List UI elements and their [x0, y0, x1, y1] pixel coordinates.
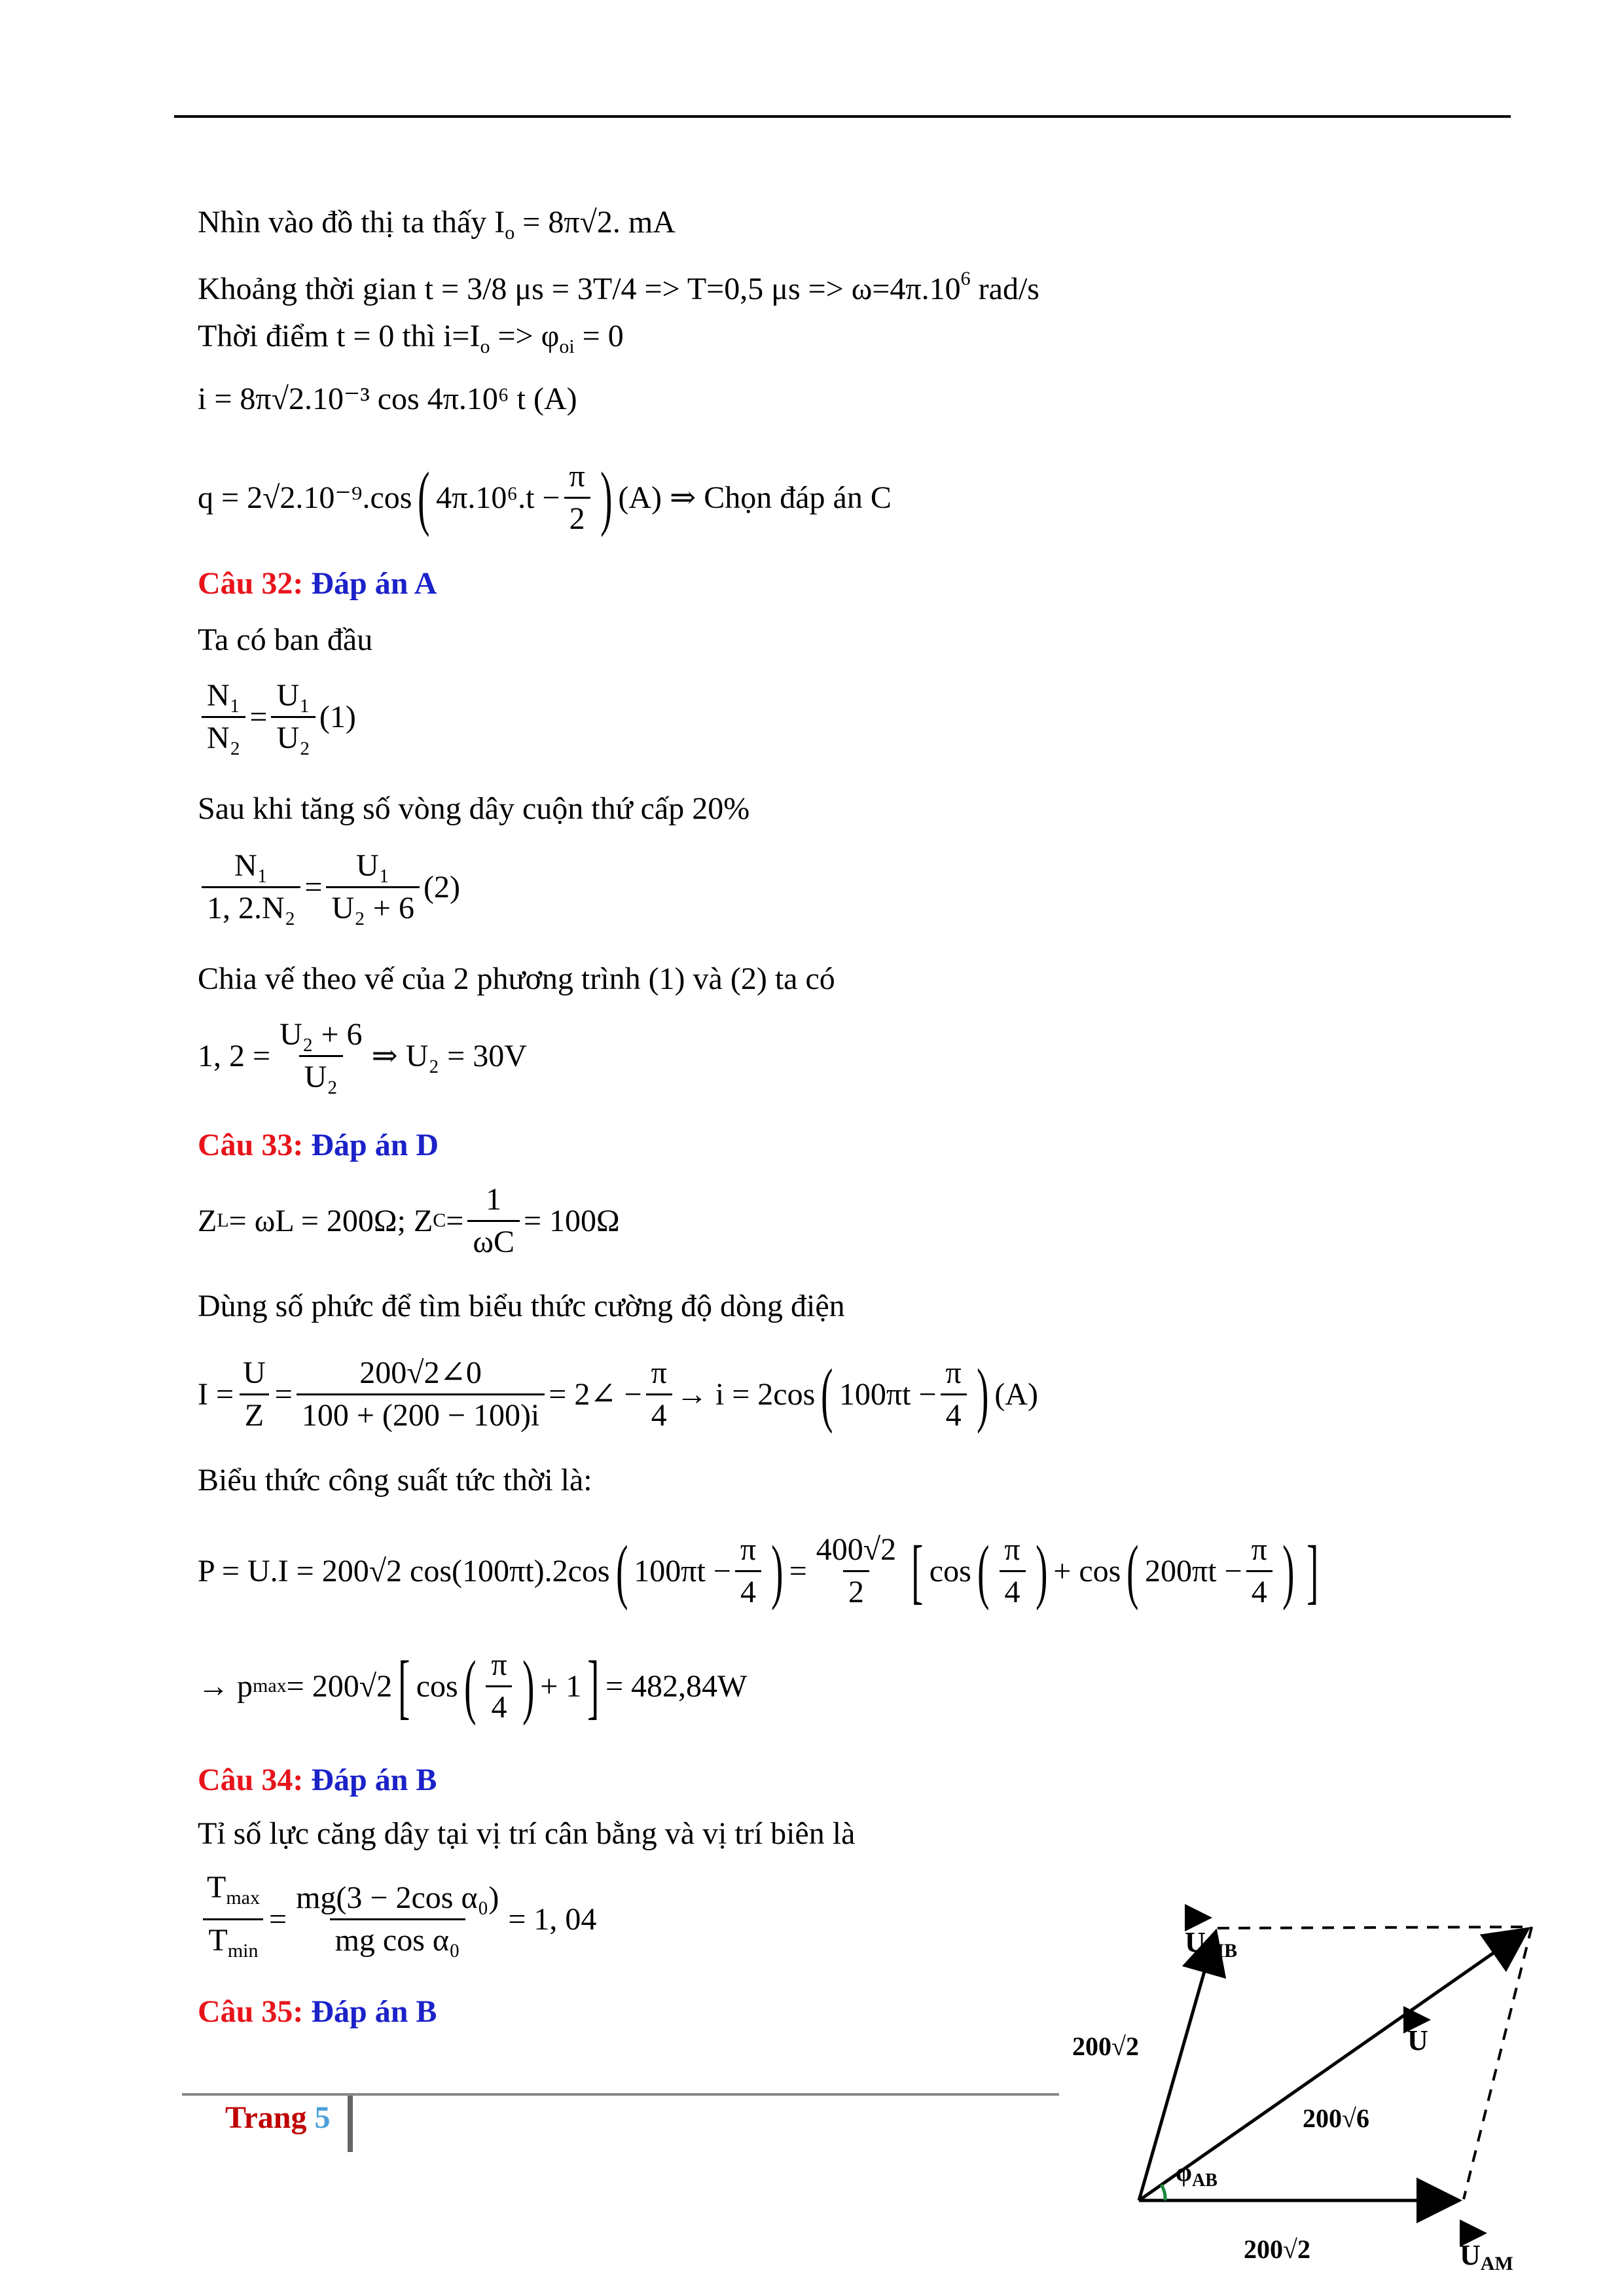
svg-text:UAM: UAM	[1460, 2239, 1513, 2274]
q32-equation-1: $\frac{\text{N₁}}{\text{N₂}}$ = $\frac{\text{U₁}}{\text{U₂}}$ (1)	[198, 674, 356, 759]
q32-text-divide: Chia vế theo vế của 2 phương trình (1) và (2) ta có	[198, 961, 835, 996]
equation-current: i = 8π√2.10⁻³ cos 4π.10⁶ t (A)	[198, 382, 577, 416]
dashed-top-edge	[1218, 1927, 1532, 1928]
question-33-heading: Câu 33: Đáp án D	[198, 1128, 439, 1162]
q32-equation-3: 1, 2 = $\frac{\text{U₂ + 6}}{\text{U₂}}$ ⇒ U₂ = 30V	[198, 1016, 527, 1094]
question-34-heading: Câu 34: Đáp án B	[198, 1763, 437, 1797]
header-rule	[174, 115, 1511, 118]
question-35-heading: Câu 35: Đáp án B	[198, 1994, 437, 2029]
text-line-i0: Nhìn vào đồ thị ta thấy $I_o = 8\pi√2$. mA	[198, 205, 676, 243]
phasor-diagram	[1047, 1898, 1545, 2291]
q34-text-tension: Tỉ số lực căng dây tại vị trí cân bằng và vị trí biên là	[198, 1816, 856, 1851]
footer-bar	[348, 2096, 353, 2152]
label-phi-ab: $\varphi_{AB}$	[1176, 2157, 1218, 2191]
q32-text-initial: Ta có ban đầu	[198, 622, 373, 657]
q33-text-complex: Dùng số phức để tìm biểu thức cường độ dòng điện	[198, 1289, 845, 1323]
page-footer: Trang 5	[225, 2100, 331, 2135]
q32-equation-2: $\frac{\text{N₁}}{\text{1, 2.N₂}}$ = $\frac{\text{U₁}}{\text{U₂ + 6}}$ (2)	[198, 844, 460, 929]
svg-text:U: U	[1407, 2024, 1428, 2056]
question-32-heading: Câu 32: Đáp án A	[198, 566, 437, 601]
q34-equation-tension: $\frac{T_{max}}{T_{min}}$ = $\frac{\text{mg(3 − 2cos α₀)}}{\text{mg cos α₀}}$ = 1, 04	[198, 1873, 596, 1965]
angle-arc	[1161, 2185, 1165, 2200]
label-u-am	[1460, 2233, 1513, 2274]
label-side-mb: 200√2	[1072, 2032, 1139, 2061]
q33-equation-power: P = U.I = 200√2 cos(100πt).2cos ( 100πt − $\frac{\pi}{4}$ ) = $\frac{400√2}{2}$ [ cos ( $\frac{\pi}{4}$ ) + cos ( 200πt − $\frac{\pi}{4}$ ) ]	[198, 1531, 1318, 1611]
label-u	[1407, 2020, 1428, 2056]
label-side-am: 200√2	[1244, 2234, 1310, 2264]
q33-equation-pmax: → p max = 200√2 [ cos ( $\frac{\pi}{4}$ ) + 1 ] = 482,84W	[198, 1646, 748, 1726]
text-line-period: Khoảng thời gian t = 3/8 μs = 3T/4 => T=0,5 $\mu s => \omega=4\pi.10^6$ rad/s	[198, 268, 1039, 306]
svg-text:UMB: UMB	[1185, 1926, 1238, 1962]
vector-u	[1139, 1931, 1525, 2200]
q33-text-power: Biểu thức công suất tức thời là:	[198, 1463, 592, 1498]
q33-equation-impedance: Z L = ωL = 200Ω; Z C = $\frac{1}{\omega C}$ = 100Ω	[198, 1181, 620, 1259]
text-line-phase: Thời điểm t = 0 thì $i=I_o => \varphi_{oi} = 0$	[198, 319, 624, 357]
equation-charge: q = 2√2.10⁻⁹.cos ( 4π.10⁶.t − $\frac{\pi}{2}$ ) (A) ⇒ Chọn đáp án C	[198, 457, 892, 537]
label-u-mb	[1185, 1918, 1237, 1962]
label-diagonal: 200√6	[1303, 2104, 1369, 2133]
q32-text-after: Sau khi tăng số vòng dây cuộn thứ cấp 20%	[198, 791, 750, 826]
q33-equation-current: I = $\frac{U}{Z}$ = $\frac{200√2\angle 0}{100 + (200 - 100)i}$ = 2∠ − $\frac{\pi}{4}$ → i = 2cos ( 100πt − $\frac{\pi}{4}$ ) (A)	[198, 1354, 1039, 1434]
